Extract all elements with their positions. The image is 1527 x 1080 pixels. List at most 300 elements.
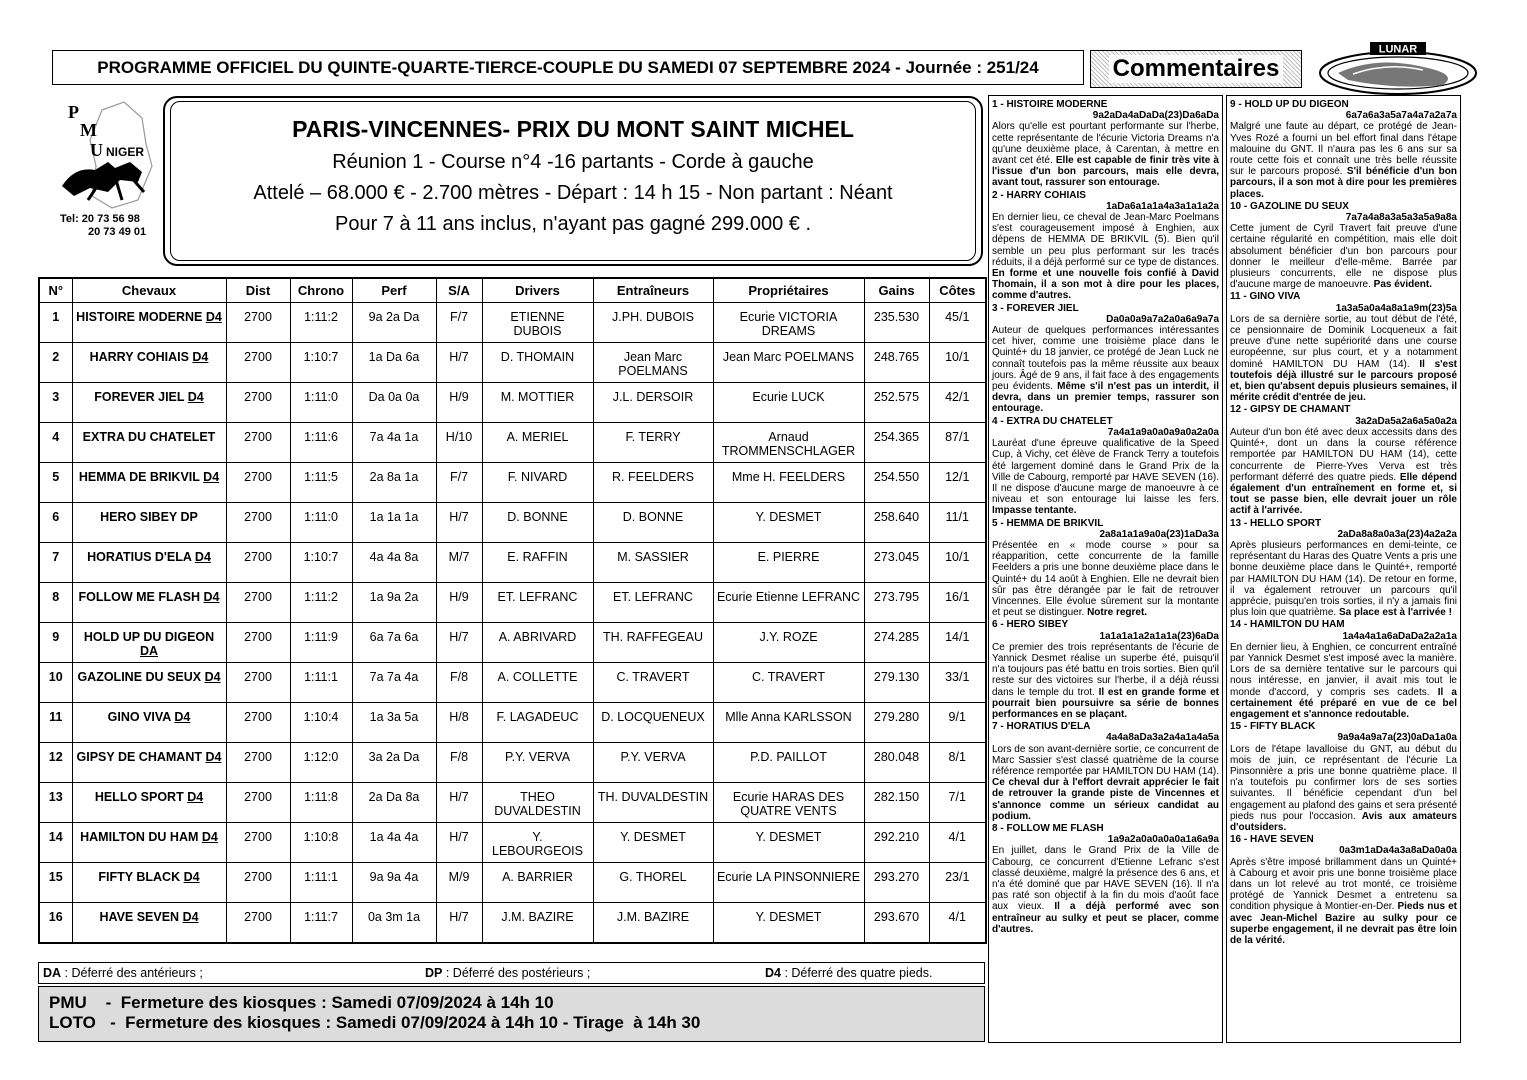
pmu-niger-logo <box>60 96 160 214</box>
cell-gains: 293.270 <box>864 863 929 903</box>
comment-horse: 14 - HAMILTON DU HAM <box>1230 619 1345 631</box>
table-row <box>39 423 986 463</box>
cell-n: 15 <box>39 863 72 903</box>
comment-form-code: Da0a0a9a7a2a0a6a9a7a <box>1106 313 1219 325</box>
cell-trainer: J.M. BAZIRE <box>593 903 713 943</box>
cell-perf: 7a 7a 4a <box>352 663 436 703</box>
cell-sa: H/7 <box>436 623 482 663</box>
lunar-logo-text: LUNAR <box>1378 43 1418 56</box>
cell-dist: 2700 <box>226 423 290 463</box>
comment-horse: 12 - GIPSY DE CHAMANT <box>1230 404 1351 416</box>
legend-dp-code: DP <box>425 966 443 980</box>
cell-perf: 1a 1a 1a <box>352 503 436 543</box>
pmu-phone-line2: 20 73 49 01 <box>88 226 147 238</box>
comment-body: En juillet, dans le Grand Prix de la Ville de Cabourg, ce concurrent d'Etienne Lefranc s'est classé deuxième, malgré la présence des 6 ans, et n'a été dominé que par HAVE SEVEN (16). Il n'a pas raté son objectif à la fin du mois d'août face aux vieux. <box>992 845 1219 913</box>
cell-driver: P.Y. VERVA <box>482 743 593 783</box>
horse-shoe-code: D4 <box>174 710 191 724</box>
comment-text <box>1230 540 1457 618</box>
horse-shoe-code: D4 <box>183 870 200 884</box>
cell-driver: A. ABRIVARD <box>482 623 593 663</box>
comment-text <box>1230 427 1457 517</box>
comment-horse: 3 - FOREVER JIEL <box>992 302 1079 314</box>
column-header: Chrono <box>290 278 352 303</box>
runners-table <box>38 277 987 944</box>
comment-entry <box>992 823 1219 935</box>
comment-verdict: Pieds nus et avec Jean-Michel Bazire au sulky pour ce superbe engagement, il ne devrait pas être loin de la vérité. <box>1230 901 1457 947</box>
cell-owner: Mme H. FEELDERS <box>713 463 864 503</box>
comment-entry <box>992 518 1219 619</box>
cell-sa: H/7 <box>436 343 482 383</box>
comment-body: Ce premier des trois représentants de l'écurie de Yannick Desmet réalise un superbe été, puisqu'il n'a toujours pas été battu en trois sorties. Bien qu'il reste sur des victoires sur l'herbe, il a déjà réussi dans le temple du trot. <box>992 641 1219 698</box>
comment-verdict: En forme et une nouvelle fois confié à David Thomain, il a son mot à dire pour les places, comme d'autres. <box>992 268 1219 302</box>
comments-title: Commentaires <box>1109 55 1284 83</box>
cell-owner: Ecurie LA PINSONNIERE <box>713 863 864 903</box>
comment-body: Cette jument de Cyril Travert fait preuve d'une certaine régularité en compétition, mais elle doit absolument bénéficier d'un bon parcours pour donner le meilleur d'elle-même. Barrée par plusieurs concurrents, elle ne dispose plus d'aucune marge de manoeuvre. <box>1230 223 1457 291</box>
lunar-logo <box>1318 40 1478 96</box>
cell-sa: F/8 <box>436 663 482 703</box>
cell-gains: 258.640 <box>864 503 929 543</box>
cell-sa: H/7 <box>436 903 482 943</box>
comment-body: Présentée en « mode course » pour sa réapparition, cette concurrente de la famille Feelders a pris une bonne deuxième place dans le Quinté+ du 14 août à Enghien. Elle ne devrait bien sûr pas être dérangée par le fait de retrouver Vincennes. Elle évolue sûrement sur la montante et peut se distinguer. <box>992 539 1219 619</box>
cell-chrono: 1:11:2 <box>290 583 352 623</box>
footer-pmu-line: PMU - Fermeture des kiosques : Samedi 07/09/2024 à 14h 10 <box>49 993 554 1012</box>
cell-trainer: ET. LEFRANC <box>593 583 713 623</box>
program-title: PROGRAMME OFFICIEL DU QUINTE-QUARTE-TIERCE-COUPLE DU SAMEDI 07 SEPTEMBRE 2024 - Journée : 251/24 <box>52 50 1084 85</box>
column-header: Chevaux <box>72 278 226 303</box>
cell-owner: P.D. PAILLOT <box>713 743 864 783</box>
cell-cote: 8/1 <box>929 743 986 783</box>
comment-entry <box>992 190 1219 302</box>
cell-cote: 14/1 <box>929 623 986 663</box>
table-header-row <box>39 278 986 303</box>
comment-verdict: Ce cheval dur à l'effort devrait apprécier le fait de retrouver la grande piste de Vincennes et s'annonce comme un sérieux candidat au podium. <box>992 777 1219 822</box>
cell-driver: ET. LEFRANC <box>482 583 593 623</box>
cell-gains: 248.765 <box>864 343 929 383</box>
comment-entry <box>1230 99 1457 200</box>
comment-verdict: Il a certainement été préparé en vue de ce bel engagement et s'annonce redoutable. <box>1230 686 1457 720</box>
comment-body: Auteur d'un bon été avec deux accessits dans des Quinté+, dont un dans la course référence remportée par HAMILTON DU HAM (14), cette concurrente de Pierre-Yves Verva est très performant déferré des quatre pieds. <box>1230 426 1457 483</box>
column-header: N° <box>39 278 72 303</box>
horse-name: GAZOLINE DU SEUX <box>77 670 202 684</box>
cell-horse <box>72 463 226 503</box>
cell-trainer: Y. DESMET <box>593 823 713 863</box>
comment-horse: 9 - HOLD UP DU DIGEON <box>1230 99 1349 110</box>
cell-gains: 273.045 <box>864 543 929 583</box>
column-header: Côtes <box>929 278 986 303</box>
comment-form-code: 1a1a1a1a2a1a1a(23)6aDa <box>1099 630 1219 642</box>
cell-driver: E. RAFFIN <box>482 543 593 583</box>
comment-horse: 13 - HELLO SPORT <box>1230 517 1322 529</box>
cell-gains: 279.130 <box>864 663 929 703</box>
horse-name: HAVE SEVEN <box>99 910 180 924</box>
cell-driver: A. COLLETTE <box>482 663 593 703</box>
comment-body: Alors qu'elle est pourtant performante sur l'herbe, cette représentante de l'écurie Victoria Dreams n'a qu'une deuxième place, à Carentan, à mettre en avant cet été. <box>992 121 1219 167</box>
cell-cote: 12/1 <box>929 463 986 503</box>
cell-sa: H/9 <box>436 383 482 423</box>
cell-perf: 1a 4a 4a <box>352 823 436 863</box>
cell-gains: 254.365 <box>864 423 929 463</box>
cell-trainer: G. THOREL <box>593 863 713 903</box>
cell-trainer: J.PH. DUBOIS <box>593 303 713 343</box>
cell-chrono: 1:11:0 <box>290 383 352 423</box>
cell-perf: 0a 3m 1a <box>352 903 436 943</box>
comment-entry <box>1230 834 1457 946</box>
comment-body: Malgré une faute au départ, ce protégé de Jean-Yves Rozé a fourni un bel effort final dans l'étape malouine du GNT. Il n'aura pas les 6 ans sur sa route cette fois et connaît une très belle réussite sur le parcours proposé. <box>1230 121 1457 178</box>
cell-chrono: 1:10:8 <box>290 823 352 863</box>
comment-verdict: Avis aux amateurs d'outsiders. <box>1230 810 1457 833</box>
cell-horse <box>72 663 226 703</box>
table-row <box>39 623 986 663</box>
cell-owner: Arnaud TROMMENSCHLAGER <box>713 423 864 463</box>
comment-entry <box>992 303 1219 415</box>
cell-n: 2 <box>39 343 72 383</box>
comment-entry <box>1230 404 1457 516</box>
table-row <box>39 663 986 703</box>
pmu-letter-u: U <box>90 140 103 160</box>
cell-horse <box>72 823 226 863</box>
cell-dist: 2700 <box>226 703 290 743</box>
cell-cote: 4/1 <box>929 903 986 943</box>
cell-owner: E. PIERRE <box>713 543 864 583</box>
horse-name: GIPSY DE CHAMANT <box>76 750 202 764</box>
cell-dist: 2700 <box>226 783 290 823</box>
closing-times <box>38 986 985 1042</box>
table-row <box>39 383 986 423</box>
comment-entry <box>1230 518 1457 619</box>
cell-perf: 1a 3a 5a <box>352 703 436 743</box>
horse-name: HORATIUS D'ELA <box>87 550 192 564</box>
cell-trainer: D. LOCQUENEUX <box>593 703 713 743</box>
cell-gains: 282.150 <box>864 783 929 823</box>
cell-gains: 280.048 <box>864 743 929 783</box>
cell-gains: 273.795 <box>864 583 929 623</box>
cell-dist: 2700 <box>226 823 290 863</box>
cell-cote: 16/1 <box>929 583 986 623</box>
horse-shoe-code: D4 <box>194 550 211 564</box>
cell-trainer: J.L. DERSOIR <box>593 383 713 423</box>
cell-sa: H/7 <box>436 503 482 543</box>
race-line-3: Pour 7 à 11 ans inclus, n'ayant pas gagné 299.000 € . <box>334 213 811 235</box>
comment-body: En dernier lieu, à Enghien, ce concurrent entraîné par Yannick Desmet s'est imposé avec la manière. Lors de sa dernière tentative sur le parcours qui nous intéresse, en janvier, il avait mis tout le monde d'accord, y compris ses cadets. <box>1230 641 1457 698</box>
comment-verdict: Il est en grande forme et pourrait bien poursuivre sa série de bonnes performances en se plaçant. <box>992 686 1219 720</box>
table-row <box>39 543 986 583</box>
cell-n: 9 <box>39 623 72 663</box>
cell-dist: 2700 <box>226 303 290 343</box>
horse-name: HERO SIBEY DP <box>100 510 198 524</box>
column-header: S/A <box>436 278 482 303</box>
comment-form-code: 9a9a4a9a7a(23)0aDa1a0a <box>1337 732 1457 744</box>
comment-body: Lors de sa dernière sortie, au tout début de l'été, ce pensionnaire de Dominik Locqueneux a fait preuve d'une nette supériorité dans une course européenne, sur plus court, et y a notamment dominé HAMILTON DU HAM (14). <box>1230 313 1457 370</box>
cell-perf: Da 0a 0a <box>352 383 436 423</box>
column-header: Gains <box>864 278 929 303</box>
comment-text <box>1230 223 1457 290</box>
cell-sa: F/7 <box>436 303 482 343</box>
cell-cote: 7/1 <box>929 783 986 823</box>
comment-entry <box>1230 201 1457 291</box>
horse-shoe-code: D4 <box>203 470 220 484</box>
cell-chrono: 1:10:4 <box>290 703 352 743</box>
comments-column-2 <box>1226 95 1461 1043</box>
comment-form-code: 4a4a8aDa3a2a4a1a4a5a <box>1106 732 1219 744</box>
legend-da-code: DA <box>43 966 62 980</box>
comment-verdict: Impasse tentante. <box>992 505 1077 517</box>
cell-trainer: R. FEELDERS <box>593 463 713 503</box>
pmu-phone <box>60 213 146 239</box>
cell-chrono: 1:11:6 <box>290 423 352 463</box>
cell-horse <box>72 303 226 343</box>
comment-form-code: 1a9a2a0a0a0a0a1a6a9a <box>1107 834 1219 846</box>
cell-owner: Ecurie LUCK <box>713 383 864 423</box>
cell-sa: F/7 <box>436 463 482 503</box>
cell-owner: Jean Marc POELMANS <box>713 343 864 383</box>
horse-name: HISTOIRE MODERNE <box>76 310 203 324</box>
cell-horse <box>72 343 226 383</box>
cell-perf: 2a 8a 1a <box>352 463 436 503</box>
horse-shoe-code: D4 <box>187 390 204 404</box>
cell-n: 16 <box>39 903 72 943</box>
horse-name: HAMILTON DU HAM <box>80 830 199 844</box>
cell-trainer: TH. DUVALDESTIN <box>593 783 713 823</box>
cell-perf: 3a 2a Da <box>352 743 436 783</box>
cell-n: 14 <box>39 823 72 863</box>
cell-chrono: 1:10:7 <box>290 543 352 583</box>
cell-driver: D. THOMAIN <box>482 343 593 383</box>
cell-owner: C. TRAVERT <box>713 663 864 703</box>
comment-form-code: 6a7a6a3a5a7a4a7a2a7a <box>1345 110 1457 122</box>
cell-n: 12 <box>39 743 72 783</box>
comment-text <box>1230 642 1457 720</box>
cell-chrono: 1:11:1 <box>290 863 352 903</box>
comment-entry <box>1230 291 1457 403</box>
horse-name: FIFTY BLACK <box>98 870 181 884</box>
cell-chrono: 1:11:9 <box>290 623 352 663</box>
horse-name: EXTRA DU CHATELET <box>82 430 216 444</box>
cell-driver: A. MERIEL <box>482 423 593 463</box>
cell-chrono: 1:11:1 <box>290 663 352 703</box>
horse-shoe-code: D4 <box>201 830 218 844</box>
cell-chrono: 1:10:7 <box>290 343 352 383</box>
cell-perf: 1a 9a 2a <box>352 583 436 623</box>
horse-name: GINO VIVA <box>107 710 171 724</box>
cell-trainer: M. SASSIER <box>593 543 713 583</box>
cell-driver: F. NIVARD <box>482 463 593 503</box>
race-line-1: Réunion 1 - Course n°4 -16 partants - Corde à gauche <box>332 151 814 173</box>
comment-text <box>1230 744 1457 834</box>
cell-sa: H/7 <box>436 783 482 823</box>
cell-owner: J.Y. ROZE <box>713 623 864 663</box>
cell-trainer: F. TERRY <box>593 423 713 463</box>
cell-horse <box>72 783 226 823</box>
cell-perf: 7a 4a 1a <box>352 423 436 463</box>
cell-trainer: P.Y. VERVA <box>593 743 713 783</box>
comment-form-code: 2a8a1a1a9a0a(23)1aDa3a <box>1099 528 1219 540</box>
comment-horse: 11 - GINO VIVA <box>1230 291 1301 303</box>
column-header: Perf <box>352 278 436 303</box>
horse-name: HEMMA DE BRIKVIL <box>78 470 200 484</box>
comments-column-1 <box>988 95 1223 1043</box>
cell-n: 1 <box>39 303 72 343</box>
cell-horse <box>72 583 226 623</box>
cell-horse <box>72 703 226 743</box>
comment-text <box>1230 314 1457 404</box>
horse-shoe-code: D4 <box>203 590 220 604</box>
cell-perf: 9a 9a 4a <box>352 863 436 903</box>
table-row <box>39 823 986 863</box>
comment-horse: 15 - FIFTY BLACK <box>1230 721 1316 733</box>
cell-driver: D. BONNE <box>482 503 593 543</box>
comment-body: Auteur de quelques performances intéressantes cet hiver, comme une troisième place dans le Quinté+ du 18 janvier, ce protégé de Jean Luck ne connaît toutefois pas la même réussite aux beaux jours. Âgé de 9 ans, il fait face à des engagements peu évidents. <box>992 325 1219 393</box>
comment-horse: 7 - HORATIUS D'ELA <box>992 721 1091 733</box>
comment-horse: 16 - HAVE SEVEN <box>1230 834 1314 846</box>
cell-chrono: 1:12:0 <box>290 743 352 783</box>
horse-shoe-code: DA <box>139 644 159 658</box>
comment-form-code: 3a2aDa5a2a6a5a0a2a <box>1355 415 1457 427</box>
cell-perf: 4a 4a 8a <box>352 543 436 583</box>
comment-body: Après plusieurs performances en demi-teinte, ce représentant du Haras des Quatre Vents a pris une bonne deuxième place dans le Quinté+, remporté par HAMILTON DU HAM (14). De retour en forme, il va également retrouver un parcours qu'il apprécie, puisqu'en trois sorties, il n'y a jamais fini plus loin que quatrième. <box>1230 539 1457 619</box>
table-row <box>39 863 986 903</box>
horse-name: FOREVER JIEL <box>94 390 185 404</box>
horse-shoe-code: D4 <box>192 350 209 364</box>
comment-horse: 6 - HERO SIBEY <box>992 619 1069 631</box>
cell-sa: H/7 <box>436 823 482 863</box>
cell-driver: A. BARRIER <box>482 863 593 903</box>
cell-dist: 2700 <box>226 583 290 623</box>
cell-n: 4 <box>39 423 72 463</box>
comment-verdict: Elle est capable de finir très vite à l'issue d'un bon parcours, mais elle devra, avant tout, rassurer son entourage. <box>992 155 1219 189</box>
comment-entry <box>1230 721 1457 833</box>
comment-verdict: Notre regret. <box>1084 607 1148 619</box>
comment-text <box>1230 857 1457 947</box>
horse-shoe-code: D4 <box>204 670 221 684</box>
cell-cote: 42/1 <box>929 383 986 423</box>
cell-trainer: Jean Marc POELMANS <box>593 343 713 383</box>
cell-cote: 33/1 <box>929 663 986 703</box>
comment-entry <box>992 721 1219 822</box>
cell-driver: M. MOTTIER <box>482 383 593 423</box>
legend-da-text: : Déferré des antérieurs ; <box>61 966 203 980</box>
cell-n: 10 <box>39 663 72 703</box>
comment-text <box>992 540 1219 618</box>
comment-entry <box>1230 619 1457 720</box>
cell-n: 11 <box>39 703 72 743</box>
cell-perf: 1a Da 6a <box>352 343 436 383</box>
cell-sa: M/9 <box>436 863 482 903</box>
cell-n: 5 <box>39 463 72 503</box>
cell-n: 3 <box>39 383 72 423</box>
cell-sa: H/8 <box>436 703 482 743</box>
cell-owner: Y. DESMET <box>713 503 864 543</box>
horse-name: HARRY COHIAIS <box>89 350 189 364</box>
race-title: PARIS-VINCENNES- PRIX DU MONT SAINT MICHEL <box>292 116 854 142</box>
comment-entry <box>992 99 1219 189</box>
cell-dist: 2700 <box>226 863 290 903</box>
column-header: Drivers <box>482 278 593 303</box>
race-line-2: Attelé – 68.000 € - 2.700 mètres - Départ : 14 h 15 - Non partant : Néant <box>253 182 893 204</box>
cell-owner: Mlle Anna KARLSSON <box>713 703 864 743</box>
cell-n: 8 <box>39 583 72 623</box>
comments-header <box>1090 50 1302 88</box>
pmu-phone-line1: Tel: 20 73 56 98 <box>60 213 140 225</box>
cell-trainer: TH. RAFFEGEAU <box>593 623 713 663</box>
cell-cote: 11/1 <box>929 503 986 543</box>
cell-dist: 2700 <box>226 623 290 663</box>
comment-horse: 4 - EXTRA DU CHATELET <box>992 415 1113 427</box>
cell-trainer: D. BONNE <box>593 503 713 543</box>
cell-driver: ETIENNE DUBOIS <box>482 303 593 343</box>
cell-dist: 2700 <box>226 543 290 583</box>
comment-text <box>1230 121 1457 199</box>
comment-verdict: Même s'il n'est pas un interdit, il devra, dans un premier temps, rassurer son entourage. <box>992 381 1219 415</box>
cell-horse <box>72 743 226 783</box>
table-row <box>39 503 986 543</box>
cell-horse <box>72 383 226 423</box>
cell-horse <box>72 503 226 543</box>
comment-text <box>992 325 1219 415</box>
horse-shoe-code: D4 <box>205 750 222 764</box>
comment-form-code: 1a3a5a0a4a8a1a9m(23)5a <box>1335 302 1457 314</box>
comment-form-code: 0a3m1aDa4a3a8aDa0a0a <box>1339 845 1457 857</box>
pmu-letter-m: M <box>80 120 97 140</box>
footer-loto-line: LOTO - Fermeture des kiosques : Samedi 07/09/2024 à 14h 10 - Tirage à 14h 30 <box>49 1013 701 1032</box>
cell-perf: 2a Da 8a <box>352 783 436 823</box>
comment-form-code: 9a2aDa4aDaDa(23)Da6aDa <box>1092 110 1219 122</box>
comment-verdict: Elle dépend également d'un entraînement en forme et, si tout se passe bien, elle devrait jouer un rôle actif à l'arrivée. <box>1230 471 1457 517</box>
cell-horse <box>72 903 226 943</box>
cell-gains: 235.530 <box>864 303 929 343</box>
cell-cote: 4/1 <box>929 823 986 863</box>
race-info <box>170 101 976 261</box>
table-row <box>39 343 986 383</box>
horse-shoe-code: D4 <box>187 790 204 804</box>
cell-dist: 2700 <box>226 343 290 383</box>
cell-dist: 2700 <box>226 903 290 943</box>
comment-horse: 1 - HISTOIRE MODERNE <box>992 99 1108 110</box>
comment-horse: 2 - HARRY COHIAIS <box>992 189 1086 201</box>
cell-dist: 2700 <box>226 463 290 503</box>
cell-gains: 254.550 <box>864 463 929 503</box>
cell-n: 6 <box>39 503 72 543</box>
table-row <box>39 303 986 343</box>
column-header: Entraîneurs <box>593 278 713 303</box>
horse-name: HELLO SPORT <box>94 790 184 804</box>
table-row <box>39 703 986 743</box>
cell-sa: F/8 <box>436 743 482 783</box>
comment-verdict: Il a déjà performé avec son entraîneur au sulky et peut se placer, comme d'autres. <box>992 901 1219 935</box>
cell-chrono: 1:11:2 <box>290 303 352 343</box>
cell-dist: 2700 <box>226 383 290 423</box>
comment-body: Après s'être imposé brillamment dans un Quinté+ à Cabourg et avoir pris une bonne troisième place dans un lot relevé au trot monté, ce troisième protégé de Yannick Desmet a entretenu sa condition physique à Montier-en-Der. <box>1230 856 1457 913</box>
comment-text <box>992 845 1219 935</box>
table-row <box>39 903 986 943</box>
cell-gains: 252.575 <box>864 383 929 423</box>
horse-shoe-code: D4 <box>205 310 222 324</box>
comment-text <box>992 642 1219 720</box>
cell-dist: 2700 <box>226 743 290 783</box>
pmu-niger-text: NIGER <box>106 145 145 159</box>
column-header: Propriétaires <box>713 278 864 303</box>
cell-owner: Ecurie VICTORIA DREAMS <box>713 303 864 343</box>
comment-horse: 10 - GAZOLINE DU SEUX <box>1230 200 1349 212</box>
comment-body: Lauréat d'une épreuve qualificative de la Speed Cup, à Vichy, cet élève de Franck Terry a toutefois été largement dominé dans le Grand Prix de la Ville de Cabourg, remporté par HAVE SEVEN (16). Il ne dispose d'aucune marge de manoeuvre à ce niveau et son entourage lui laisse les fers. <box>992 438 1219 506</box>
legend-dp-text: : Déferré des postérieurs ; <box>442 966 591 980</box>
cell-chrono: 1:11:7 <box>290 903 352 943</box>
cell-cote: 10/1 <box>929 343 986 383</box>
cell-sa: H/9 <box>436 583 482 623</box>
cell-gains: 293.670 <box>864 903 929 943</box>
cell-owner: Ecurie HARAS DES QUATRE VENTS <box>713 783 864 823</box>
comment-verdict: Sa place est à l'arrivée ! <box>1336 607 1452 619</box>
legend-dp <box>425 966 590 980</box>
